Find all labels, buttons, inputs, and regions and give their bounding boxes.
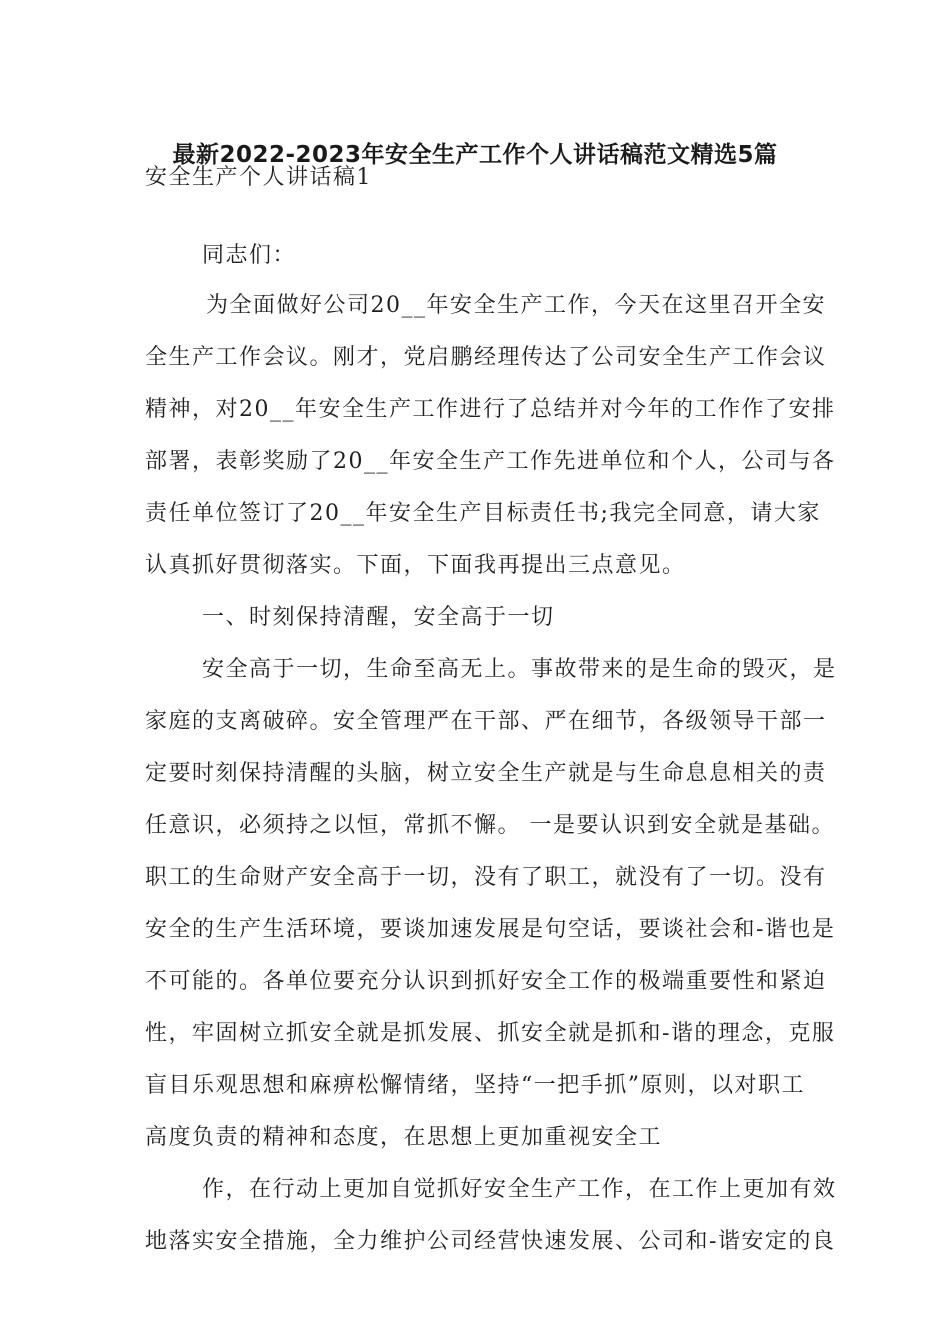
paragraph-line: 部署，表彰奖励了20__年安全生产工作先进单位和个人，公司与各 [145,449,836,474]
section-heading: 安全生产个人讲话稿1 [145,165,372,190]
paragraph-line: 性，牢固树立抓安全就是抓发展、抓安全就是抓和-谐的理念，克服 [145,1021,836,1046]
paragraph-line: 不可能的。各单位要充分认识到抓好安全工作的极端重要性和紧迫 [145,969,827,994]
paragraph-line: 为全面做好公司20__年安全生产工作，今天在这里召开全安 [206,293,826,318]
paragraph-line: 高度负责的精神和态度，在思想上更加重视安全工 [145,1125,663,1150]
paragraph-line: 认真抓好贯彻落实。下面，下面我再提出三点意见。 [145,553,686,578]
paragraph-line: 地落实安全措施，全力维护公司经营快速发展、公司和-谐安定的良 [145,1229,836,1254]
paragraph-line: 作，在行动上更加自觉抓好安全生产工作，在工作上更加有效 [202,1177,837,1202]
paragraph-line: 职工的生命财产安全高于一切，没有了职工，就没有了一切。没有 [145,865,827,890]
paragraph-line: 责任单位签订了20__年安全生产目标责任书;我完全同意，请大家 [145,501,821,526]
paragraph-line: 精神，对20__年安全生产工作进行了总结并对今年的工作作了安排 [145,397,836,422]
salutation: 同志们： [202,243,297,268]
subheading: 一、时刻保持清醒，安全高于一切 [202,605,555,630]
paragraph-line: 安全的生产生活环境，要谈加速发展是句空话，要谈社会和-谐也是 [145,917,836,942]
paragraph-line: 安全高于一切，生命至高无上。事故带来的是生命的毁灭，是 [202,657,837,682]
document-title: 最新2022-2023年安全生产工作个人讲话稿范文精选5篇 [172,142,778,168]
paragraph-line: 家庭的支离破碎。安全管理严在干部、严在细节，各级领导干部一 [145,709,827,734]
paragraph-line: 定要时刻保持清醒的头脑，树立安全生产就是与生命息息相关的责 [145,761,827,786]
paragraph-line: 全生产工作会议。刚才，党启鹏经理传达了公司安全生产工作会议 [145,345,827,370]
paragraph-line: 任意识，必须持之以恒，常抓不懈。 一是要认识到安全就是基础。 [145,813,835,838]
paragraph-line: 盲目乐观思想和麻痹松懈情绪，坚持“一把手抓”原则，以对职工 [145,1073,805,1098]
